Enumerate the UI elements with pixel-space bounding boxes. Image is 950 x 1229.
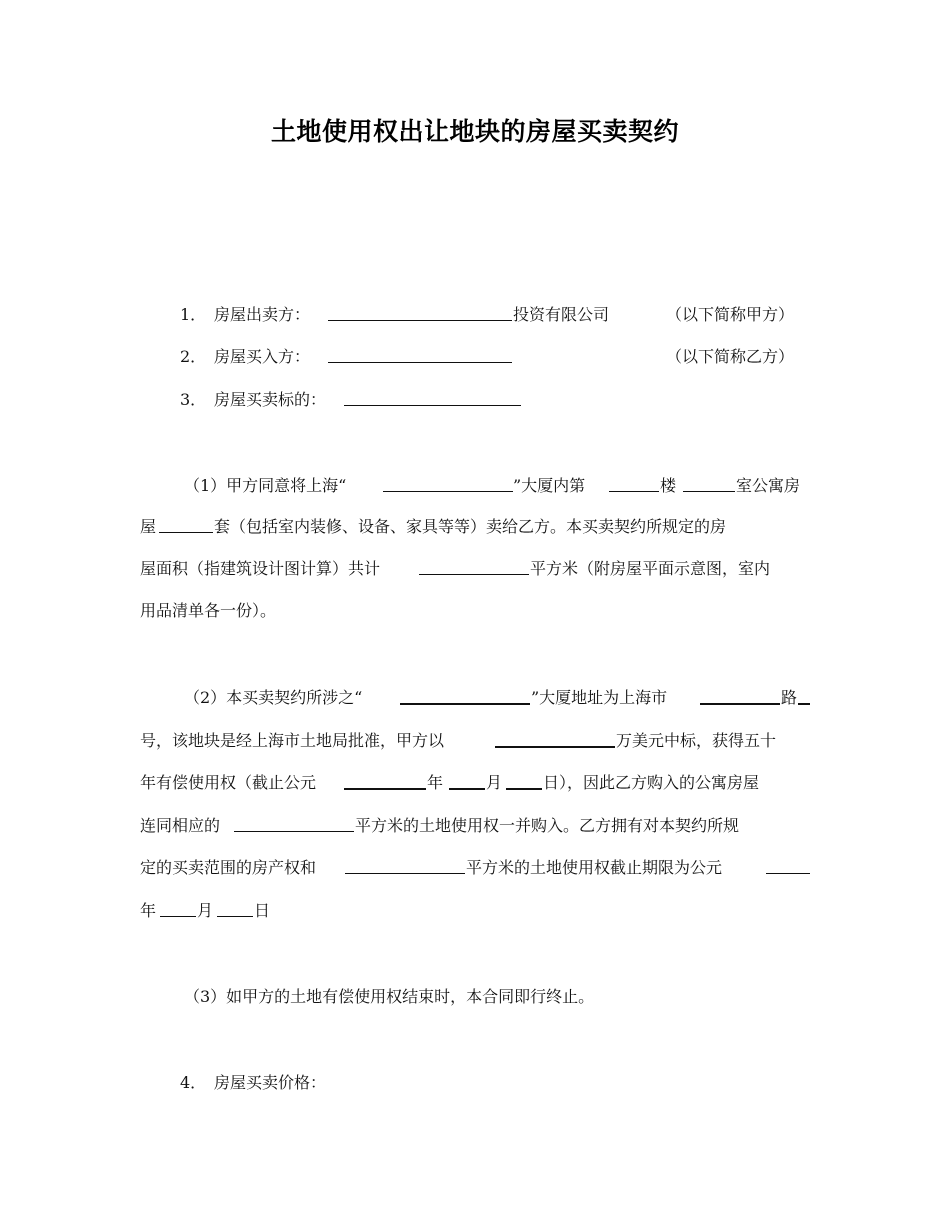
text: 套（包括室内装修、设备、家具等等）卖给乙方。本买卖契约所规定的房 — [214, 517, 727, 536]
text: ”大厦地址为上海市 — [531, 688, 668, 707]
blank-line — [160, 899, 196, 917]
item-number: 2． — [180, 347, 207, 366]
text: 屋 — [140, 517, 157, 536]
blank-line — [798, 686, 810, 705]
blank-line — [506, 771, 542, 790]
party-suffix: 投资有限公司 — [513, 305, 610, 324]
text: 路 — [781, 688, 798, 707]
text: 月 — [486, 773, 503, 792]
party-label: 房屋买卖标的： — [214, 390, 327, 409]
text: 月 — [197, 901, 214, 920]
blank-line — [328, 345, 512, 363]
blank-line — [383, 474, 513, 492]
text: 万美元中标，获得五十 — [616, 731, 777, 750]
blank-line — [400, 686, 530, 705]
item-number: 3． — [180, 390, 207, 409]
text: 年 — [140, 901, 157, 920]
text: 号，该地块是经上海市土地局批准，甲方以 — [140, 731, 445, 750]
blank-line — [344, 388, 521, 406]
blank-line — [344, 771, 426, 790]
text: 年 — [427, 773, 444, 792]
party-label: 房屋出卖方： — [214, 305, 311, 324]
blank-line — [766, 856, 810, 874]
text: 年有偿使用权（截止公元 — [140, 773, 317, 792]
text: （3）如甲方的土地有偿使用权结束时，本合同即行终止。 — [184, 987, 595, 1006]
text: 平方米（附房屋平面示意图，室内 — [530, 559, 771, 578]
text: 日 — [254, 901, 271, 920]
text: 定的买卖范围的房产权和 — [140, 858, 317, 877]
blank-line — [234, 814, 354, 832]
text: 屋面积（指建筑设计图计算）共计 — [140, 559, 381, 578]
blank-line — [609, 474, 659, 492]
item-number: 1． — [180, 305, 207, 324]
blank-line — [419, 557, 529, 575]
party-label: 房屋买入方： — [214, 347, 311, 366]
text: ”大厦内第 — [513, 476, 586, 495]
text: （1）甲方同意将上海“ — [184, 476, 347, 495]
item-number: 4． — [180, 1073, 207, 1092]
text: 连同相应的 — [140, 816, 221, 835]
blank-line — [700, 686, 780, 705]
document-title: 土地使用权出让地块的房屋买卖契约 — [270, 117, 679, 146]
blank-line — [217, 899, 253, 917]
party-note: （以下简称乙方） — [666, 347, 795, 366]
item-label: 房屋买卖价格： — [214, 1073, 327, 1092]
blank-line — [345, 856, 465, 874]
text: （2）本买卖契约所涉之“ — [184, 688, 363, 707]
blank-line — [449, 771, 485, 790]
blank-line — [159, 515, 213, 533]
text: 日），因此乙方购入的公寓房屋 — [543, 773, 760, 792]
blank-line — [495, 729, 615, 748]
text: 楼 — [660, 476, 677, 495]
text: 平方米的土地使用权一并购入。乙方拥有对本契约所规 — [355, 816, 740, 835]
text: 平方米的土地使用权截止期限为公元 — [466, 858, 723, 877]
text: 室公寓房 — [736, 476, 801, 495]
party-note: （以下简称甲方） — [666, 305, 795, 324]
blank-line — [328, 303, 512, 321]
blank-line — [683, 474, 735, 492]
text: 用品清单各一份）。 — [140, 601, 277, 620]
